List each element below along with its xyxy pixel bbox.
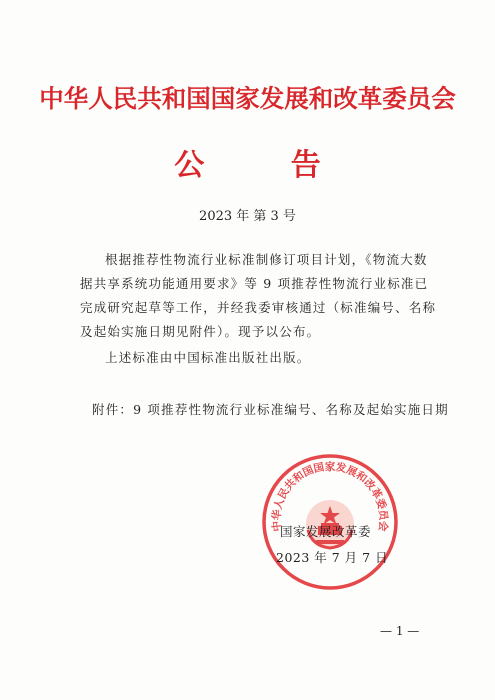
signing-date: 2023 年 7 月 7 日 [276,550,389,565]
signer-name: 国家发展改革委 [280,524,372,539]
attachment-line: 附件：9 项推荐性物流行业标准编号、名称及起始实施日期 [92,402,449,417]
seal-text: 中华人民共和国国家发展和改革委员会 [270,460,390,532]
issuer-heading: 中华人民共和国国家发展和改革委员会 [39,84,456,113]
body-paragraph-1: 根据推荐性物流行业标准制修订项目计划，《物流大数据共享系统功能通用要求》等 9 项推荐性物流行业标准已完成研究起草等工作，并经我委审核通过（标准编号、名称及起始实施日期见附件）。现予以公布。 [80,252,437,339]
document-number: 2023 年 第 3 号 [199,209,296,224]
body-paragraph-2: 上述标准由中国标准出版社出版。 [105,350,311,365]
page-number: — 1 — [380,624,420,638]
announcement-title: 公 告 [174,148,359,183]
